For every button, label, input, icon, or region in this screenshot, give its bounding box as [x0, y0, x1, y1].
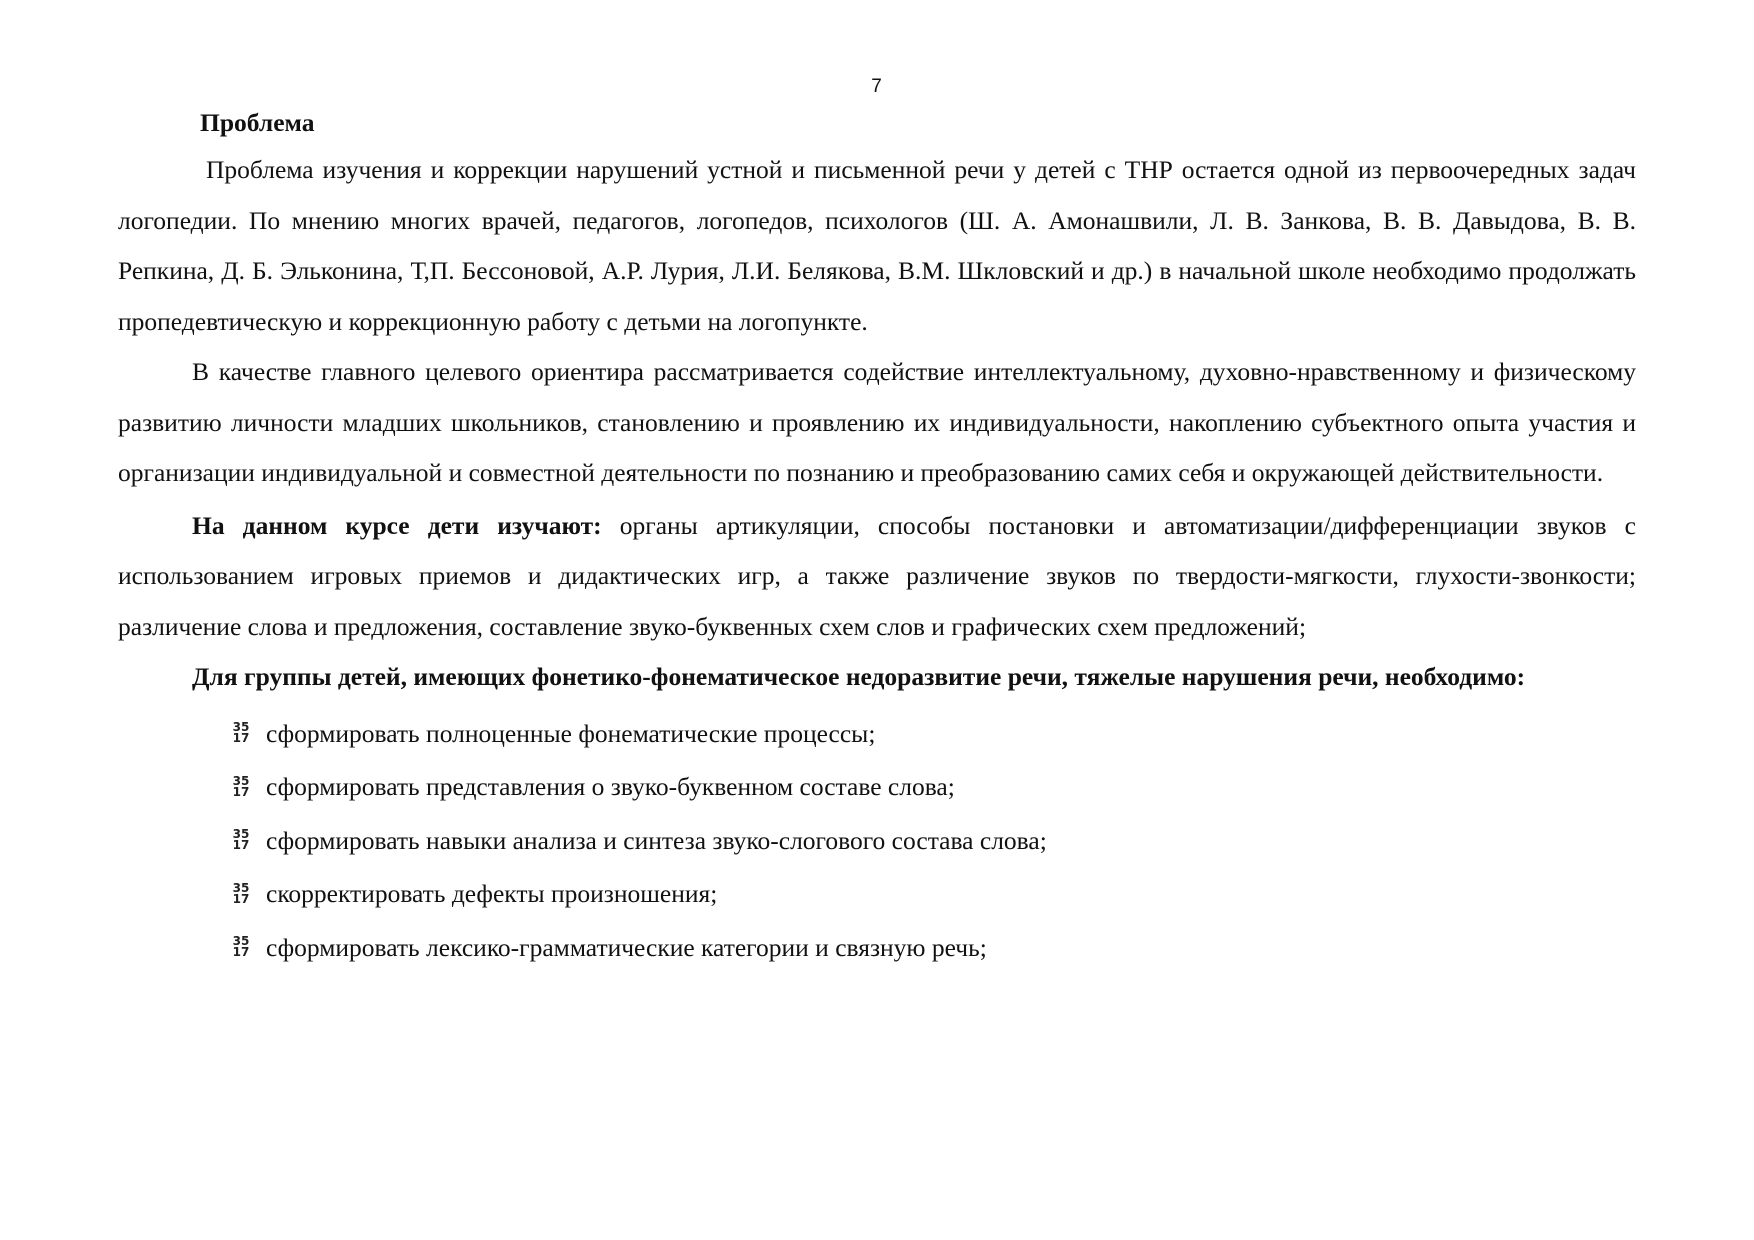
bullet-icon: 35 17 [232, 720, 250, 746]
list-item [230, 760, 1636, 814]
list-item-text: сформировать представления о звуко-буквенном составе слова; [266, 772, 955, 801]
list-item-text: сформировать лексико-грамматические категории и связную речь; [266, 932, 987, 962]
paragraph-problem: Проблема изучения и коррекции нарушений устной и письменной речи у детей с ТНР остается одной из первоочередных задач логопедии. По мнению многих врачей, педагогов, логопедов, психологов (Ш. А. Амонашвили, Л. В. Занкова, В. В. Давыдова, В. В. Репкина, Д. Б. Эльконина, Т,П. Бессоновой, А.Р. Лурия, Л.И. Белякова, В.М. Шкловский и др.) в начальной школе необходимо продолжать пропедевтическую и коррекционную работу с детьми на логопункте. [118, 155, 1636, 336]
list-item-text: скорректировать дефекты произношения; [266, 879, 718, 908]
document-body [118, 103, 1636, 974]
page-number: 7 [871, 76, 883, 97]
course-text: органы артикуляции, способы постановки и автоматизации/дифференциации звуков с использованием игровых приемов и дидактических игр, а также различение звуков по твердости-мягкости, глухости-звонкости; различение слова и предложения, составление звуко-буквенных схем слов и графических схем предложений; [118, 510, 1636, 641]
bullet-icon: 35 17 [232, 880, 250, 906]
paragraph-course [118, 501, 1636, 653]
bullet-icon: 35 17 [232, 934, 250, 960]
list-item-text: сформировать полноценные фонематические процессы; [266, 718, 876, 748]
course-lead: На данном курсе дети изучают: [192, 510, 602, 540]
list-item [230, 707, 1636, 761]
list-item-text: сформировать навыки анализа и синтеза звуко-слогового состава слова; [266, 825, 1047, 855]
list-item [230, 814, 1636, 868]
list-item [230, 921, 1636, 975]
group-heading: Для группы детей, имеющих фонетико-фонематическое недоразвитие речи, тяжелые нарушения речи, необходимо: [192, 662, 1526, 691]
bullet-icon: 35 17 [232, 773, 250, 799]
bullet-icon: 35 17 [232, 827, 250, 853]
list-item [230, 867, 1636, 921]
task-list [118, 707, 1636, 975]
paragraph-goal: В качестве главного целевого ориентира рассматривается содействие интеллектуальному, духовно-нравственному и физическому развитию личности младших школьников, становлению и проявлению их индивидуальности, накоплению субъектного опыта участия и организации индивидуальной и совместной деятельности по познанию и преобразованию самих себя и окружающей действительности. [118, 357, 1636, 487]
section-heading: Проблема [200, 108, 315, 137]
